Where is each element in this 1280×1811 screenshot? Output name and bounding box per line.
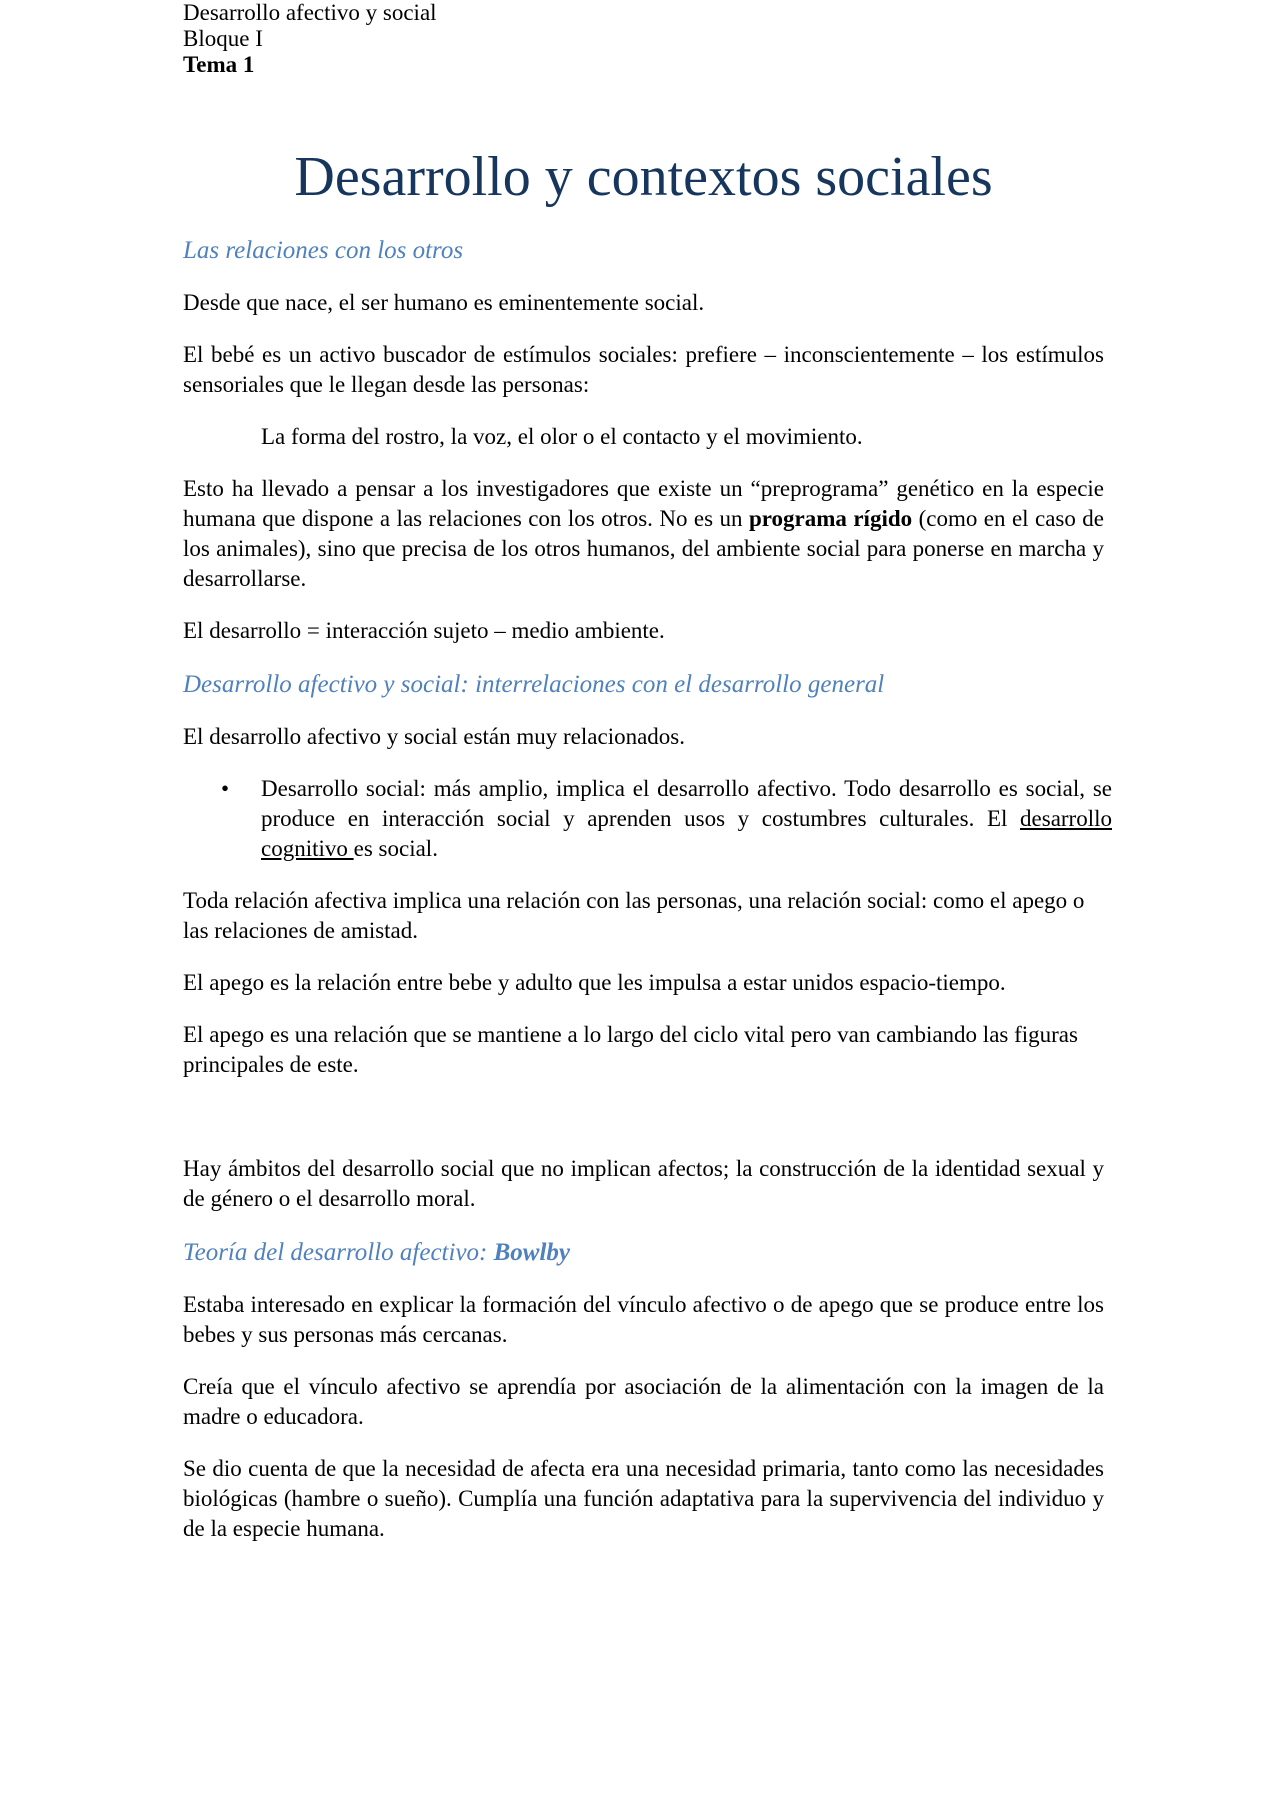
heading-bold-text: Bowlby bbox=[493, 1239, 571, 1266]
text-run: Desarrollo social: más amplio, implica el desarrollo afectivo. Todo desarrollo es social, se produce en interacción social y aprenden usos y costumbres culturales. El bbox=[261, 776, 1112, 831]
bold-text: programa rígido bbox=[748, 506, 913, 531]
document-header bbox=[183, 0, 1104, 78]
text-run: (como en el caso de los animales), sino que precisa de los otros humanos, del ambiente social para ponerse en marcha y desarrollarse. bbox=[183, 506, 1104, 591]
paragraph: El desarrollo = interacción sujeto – medio ambiente. bbox=[183, 618, 665, 643]
header-course: Desarrollo afectivo y social bbox=[183, 0, 437, 25]
document-page bbox=[183, 0, 1112, 1544]
paragraph: El apego es la relación entre bebe y adulto que les impulsa a estar unidos espacio-tiempo. bbox=[183, 970, 1006, 995]
paragraph: El desarrollo afectivo y social están muy relacionados. bbox=[183, 724, 685, 749]
document-title: Desarrollo y contextos sociales bbox=[294, 146, 993, 208]
paragraph: Hay ámbitos del desarrollo social que no implican afectos; la construcción de la identidad sexual y de género o el desarrollo moral. bbox=[183, 1156, 1104, 1211]
header-topic: Tema 1 bbox=[183, 52, 255, 77]
paragraph bbox=[183, 474, 1104, 594]
list-item bbox=[221, 774, 1112, 864]
header-block: Bloque I bbox=[183, 26, 263, 51]
text-run: Esto ha llevado a pensar a los investigadores que existe un “preprograma” genético en la especie humana que dispone a las relaciones con los otros. No es un bbox=[183, 476, 1104, 531]
paragraph: Toda relación afectiva implica una relación con las personas, una relación social: como el apego o las relaciones de amistad. bbox=[183, 888, 1085, 943]
paragraph: Estaba interesado en explicar la formación del vínculo afectivo o de apego que se produce entre los bebes y sus personas más cercanas. bbox=[183, 1292, 1104, 1347]
spacer bbox=[183, 1080, 1104, 1132]
indented-paragraph: La forma del rostro, la voz, el olor o el contacto y el movimiento. bbox=[261, 424, 863, 449]
section-heading-interrelaciones: Desarrollo afectivo y social: interrelaciones con el desarrollo general bbox=[183, 671, 885, 698]
paragraph: Se dio cuenta de que la necesidad de afecta era una necesidad primaria, tanto como las necesidades biológicas (hambre o sueño). Cumplía una función adaptativa para la supervivencia del individuo y de la especie humana. bbox=[183, 1456, 1104, 1541]
bullet-list bbox=[183, 774, 1112, 864]
paragraph: El apego es una relación que se mantiene a lo largo del ciclo vital pero van cambiando las figuras principales de este. bbox=[183, 1022, 1078, 1077]
paragraph: El bebé es un activo buscador de estímulos sociales: prefiere – inconscientemente – los estímulos sensoriales que le llegan desde las personas: bbox=[183, 342, 1104, 397]
paragraph: Creía que el vínculo afectivo se aprendía por asociación de la alimentación con la imagen de la madre o educadora. bbox=[183, 1374, 1104, 1429]
section-heading-relaciones: Las relaciones con los otros bbox=[183, 237, 464, 264]
heading-text: Teoría del desarrollo afectivo: bbox=[183, 1239, 494, 1266]
section-heading-bowlby bbox=[183, 1238, 1104, 1268]
paragraph: Desde que nace, el ser humano es eminentemente social. bbox=[183, 290, 705, 315]
underlined-text: desarrollo cognitivo bbox=[261, 806, 1112, 861]
bullet-icon: • bbox=[221, 776, 230, 801]
text-run: es social. bbox=[353, 836, 438, 861]
